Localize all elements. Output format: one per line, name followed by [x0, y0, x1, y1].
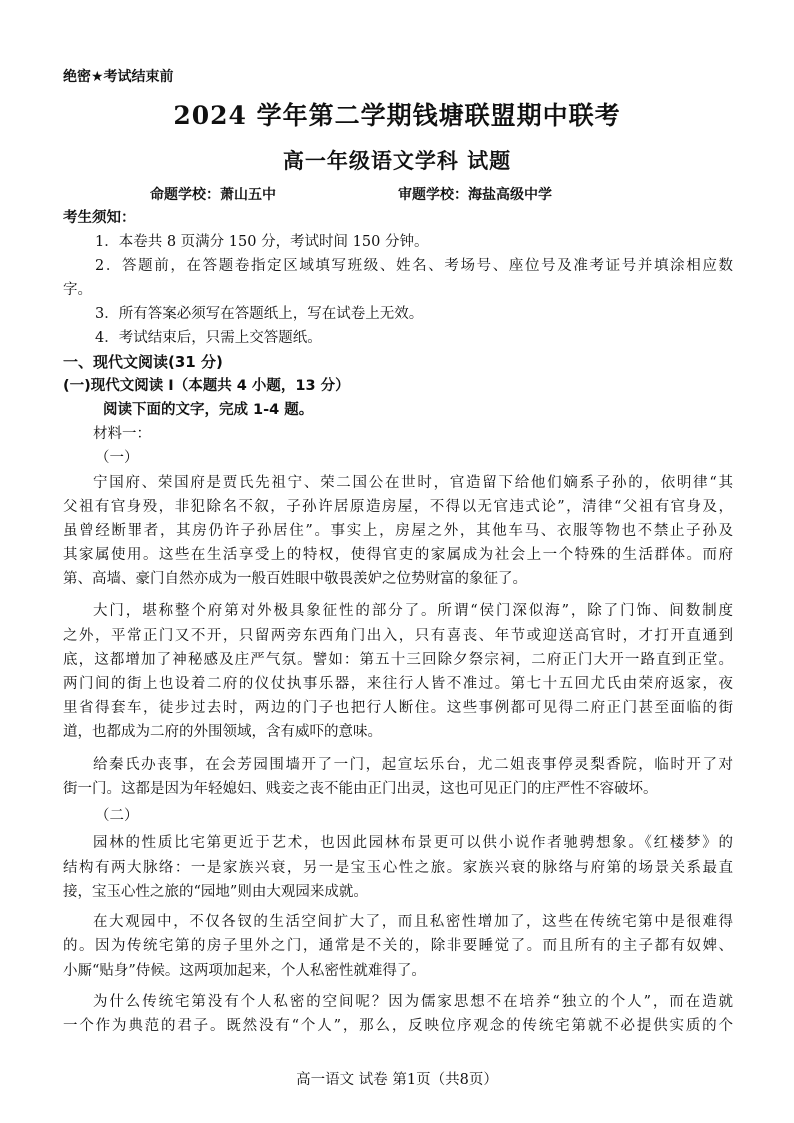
body-line: 给秦氏办丧事，在会芳园围墙开了一门，起宣坛乐台，尤二姐丧事停灵梨香院，临时开了对: [93, 757, 733, 773]
body-line: 的。因为传统宅第的房子里外之门，通常是不关的，除非要睡觉了。而且所有的主子都有奴婢、: [63, 938, 733, 954]
body-line: 小厮“贴身”侍候。这两项加起来，个人私密性就难得了。: [63, 963, 426, 979]
body-line: 园林的性质比宅第更近于艺术，也因此园林布景更可以供小说作者驰骋想象。《红楼梦》的: [93, 835, 733, 851]
notice-item: 4．考试结束后，只需上交答题纸。: [95, 330, 322, 346]
body-line: 里省得套车，徒步过去时，两边的门子也把行人断住。这些事例都可见得二府正门甚至面临的街: [63, 700, 733, 716]
setter-school: 命题学校：萧山五中: [150, 187, 276, 203]
notice-item-continuation: 字。: [63, 282, 92, 298]
exam-subtitle: 高一年级语文学科 试题: [282, 148, 512, 173]
notice-item: 3．所有答案必须写在答题纸上，写在试卷上无效。: [95, 306, 424, 322]
notice-item: 1．本卷共 8 页满分 150 分，考试时间 150 分钟。: [95, 234, 429, 250]
body-line: 接，宝玉心性之旅的“园地”则由大观园来成就。: [63, 884, 368, 900]
material-label: 材料一：: [93, 426, 151, 442]
secret-label: 绝密★考试结束前: [63, 69, 174, 85]
body-line: 在大观园中，不仅各钗的生活空间扩大了，而且私密性增加了，这些在传统宅第中是很难得: [93, 914, 733, 930]
body-line: 第、高墙、豪门自然亦成为一般百姓眼中敬畏羡妒之位势财富的象征了。: [63, 571, 527, 587]
body-line: 其家属使用。这些在生活享受上的特权，使得官吏的家属成为社会上一个特殊的生活群体。而府: [63, 547, 733, 563]
body-line: 父祖有官身殁，非犯除名不叙，子孙许居原造房屋，不得以无官违式论”，清律“父祖有官身及，: [63, 499, 733, 515]
exam-title: 2024 学年第二学期钱塘联盟期中联考: [173, 101, 621, 130]
body-line: 之外，平常正门又不开，只留两旁东西角门出入，只有喜丧、年节或迎送高官时，才打开直通到: [63, 628, 733, 644]
body-line: 一个作为典范的君子。既然没有“个人”，那么，反映位序观念的传统宅第就不必提供实质的个: [63, 1018, 733, 1034]
body-line: 结构有两大脉络：一是家族兴衰，另一是宝玉心性之旅。家族兴衰的脉络与府第的场景关系最直: [63, 860, 733, 876]
part-label-1: （一）: [95, 450, 139, 466]
reading-instruction: 阅读下面的文字，完成 1-4 题。: [103, 402, 314, 418]
body-line: 虽曾经断罪者，其房仍许子孙居住”。事实上，房屋之外，其他车马、衣服等物也不禁止子孙及: [63, 523, 733, 539]
body-line: 宁国府、荣国府是贾氏先祖宁、荣二国公在世时，官造留下给他们嫡系子孙的，依明律“其: [93, 475, 733, 491]
body-line: 街一门。这都是因为年轻媳妇、贱妾之丧不能由正门出灵，这也可见正门的庄严性不容破坏。: [63, 781, 658, 797]
notice-heading: 考生须知：: [63, 210, 136, 226]
subsection-heading: (一)现代文阅读 I（本题共 4 小题，13 分）: [63, 378, 350, 394]
notice-item: 2．答题前，在答题卷指定区域填写班级、姓名、考场号、座位号及准考证号并填涂相应数: [95, 258, 733, 274]
body-line: 底，这都增加了神秘感及庄严气氛。譬如：第五十三回除夕祭宗祠，二府正门大开一路直到正堂。: [63, 652, 733, 668]
part-label-2: （二）: [95, 808, 139, 824]
body-line: 为什么传统宅第没有个人私密的空间呢？因为儒家思想不在培养“独立的个人”，而在造就: [93, 994, 733, 1010]
body-line: 道，也都成为二府的外围领域，含有威吓的意味。: [63, 724, 382, 740]
reviewer-school: 审题学校：海盐高级中学: [398, 187, 552, 203]
section-heading: 一、现代文阅读(31 分): [63, 353, 223, 371]
body-line: 两门间的街上也设着二府的仪仗执事乐器，来往行人皆不准过。第七十五回尤氏由荣府返家，夜: [63, 676, 733, 692]
page-footer: 高一语文 试卷 第1页（共8页）: [296, 1072, 498, 1088]
body-line: 大门，堪称整个府第对外极具象征性的部分了。所谓“侯门深似海”，除了门饰、间数制度: [93, 603, 733, 619]
